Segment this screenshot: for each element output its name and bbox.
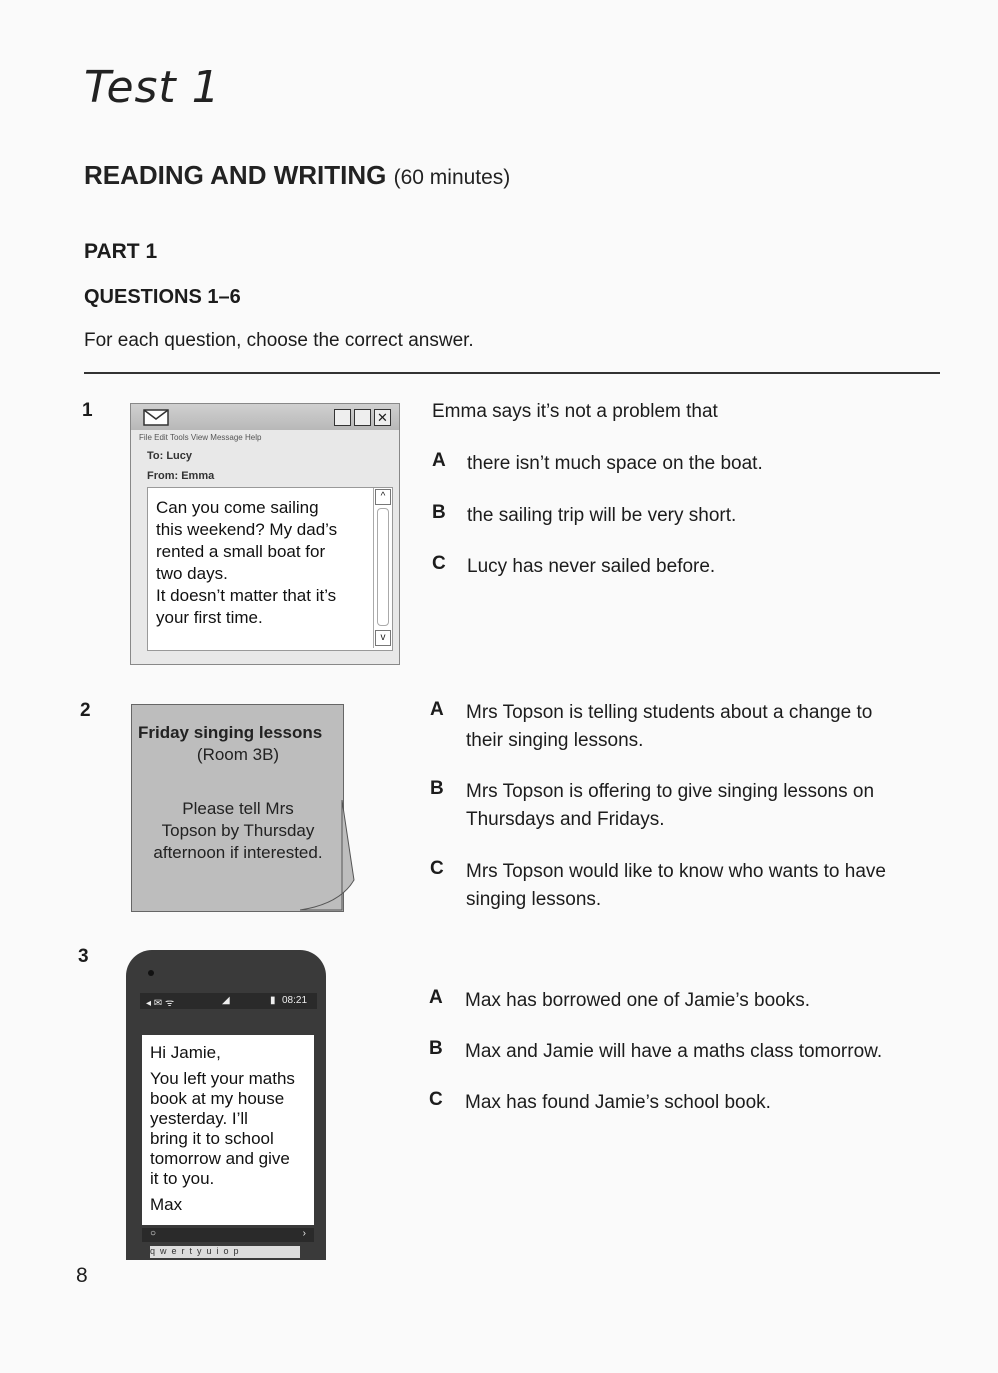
question-number: 1 xyxy=(82,400,93,421)
option-b[interactable] xyxy=(429,1038,882,1066)
test-title: Test 1 xyxy=(84,62,221,113)
phone-keyboard: qwertyuiop xyxy=(150,1246,300,1258)
sms-signature: Max xyxy=(150,1195,183,1214)
email-line: two days. xyxy=(156,564,228,583)
option-letter: B xyxy=(429,1038,443,1059)
option-letter: C xyxy=(430,858,444,879)
option-text: Max has found Jamie’s school book. xyxy=(465,1092,771,1113)
section-name: READING AND WRITING xyxy=(84,160,387,190)
status-time: 08:21 xyxy=(282,995,308,1006)
option-text: Max has borrowed one of Jamie’s books. xyxy=(465,990,810,1011)
option-text xyxy=(466,858,886,914)
option-a[interactable] xyxy=(430,699,872,755)
option-letter: A xyxy=(430,699,444,720)
section-title xyxy=(84,160,510,191)
option-letter: B xyxy=(432,502,446,523)
option-b[interactable] xyxy=(432,502,736,530)
close-icon: ✕ xyxy=(374,409,391,426)
option-letter: A xyxy=(432,450,446,471)
option-text xyxy=(466,778,874,834)
option-text: there isn’t much space on the boat. xyxy=(467,453,763,474)
questions-range: QUESTIONS 1–6 xyxy=(84,286,241,308)
status-icons: ◂ ✉ ᯤ xyxy=(146,998,175,1009)
option-a[interactable] xyxy=(432,450,763,478)
sms-greeting: Hi Jamie, xyxy=(150,1043,221,1062)
notice-line: afternoon if interested. xyxy=(153,843,323,862)
phone-input-bar xyxy=(142,1228,314,1242)
chevron-down-icon: v xyxy=(375,630,391,646)
minimize-icon xyxy=(334,409,351,426)
instruction: For each question, choose the correct answer. xyxy=(84,330,474,351)
emoji-icon: ○ xyxy=(150,1228,157,1239)
email-to: To: Lucy xyxy=(147,450,193,462)
notice-heading: Friday singing lessons xyxy=(138,723,323,742)
sms-line: tomorrow and give xyxy=(150,1149,290,1168)
option-line: Mrs Topson would like to know who wants to have xyxy=(466,861,886,882)
option-text: Max and Jamie will have a maths class tomorrow. xyxy=(465,1041,883,1062)
notice-line: Please tell Mrs xyxy=(182,799,294,818)
notice-spacer xyxy=(138,766,338,798)
option-line: Mrs Topson is telling students about a change to xyxy=(466,702,873,723)
sms-line: You left your maths xyxy=(150,1069,295,1088)
send-icon: › xyxy=(302,1228,306,1239)
sms-message xyxy=(150,1043,315,1215)
option-text: Lucy has never sailed before. xyxy=(467,556,716,577)
battery-icon: ▮ xyxy=(270,995,276,1006)
option-letter: C xyxy=(429,1089,443,1110)
envelope-icon xyxy=(143,409,169,427)
option-line: Thursdays and Fridays. xyxy=(466,809,665,830)
part-title: PART 1 xyxy=(84,240,158,263)
scroll-track xyxy=(377,508,389,626)
option-b[interactable] xyxy=(430,778,874,834)
email-scrollbar xyxy=(373,488,391,648)
page-number: 8 xyxy=(76,1264,88,1287)
email-from: From: Emma xyxy=(147,470,215,482)
question-number: 2 xyxy=(80,700,91,721)
notice-text xyxy=(138,722,338,864)
sms-line: yesterday. I’ll xyxy=(150,1109,248,1128)
question-number: 3 xyxy=(78,946,89,967)
option-letter: A xyxy=(429,987,443,1008)
option-text xyxy=(466,699,872,755)
option-a[interactable] xyxy=(429,987,810,1015)
section-duration: (60 minutes) xyxy=(393,166,511,189)
email-titlebar xyxy=(131,404,399,430)
email-line: rented a small boat for xyxy=(156,542,326,561)
email-line: Can you come sailing xyxy=(156,498,319,517)
question-stem: Emma says it’s not a problem that xyxy=(432,401,718,422)
email-message xyxy=(156,497,361,629)
divider xyxy=(84,372,940,374)
option-c[interactable] xyxy=(432,553,715,581)
phone-status-bar xyxy=(140,993,317,1009)
option-c[interactable] xyxy=(430,858,886,914)
option-line: their singing lessons. xyxy=(466,730,644,751)
email-line: this weekend? My dad’s xyxy=(156,520,338,539)
sms-line: bring it to school xyxy=(150,1129,274,1148)
option-text: the sailing trip will be very short. xyxy=(467,505,737,526)
option-letter: B xyxy=(430,778,444,799)
email-line: It doesn’t matter that it’s xyxy=(156,586,337,605)
option-line: singing lessons. xyxy=(466,889,602,910)
notice-room: (Room 3B) xyxy=(196,745,280,764)
sms-line: book at my house xyxy=(150,1089,285,1108)
email-menubar: File Edit Tools View Message Help xyxy=(139,433,262,442)
option-line: Mrs Topson is offering to give singing lessons on xyxy=(466,781,875,802)
chevron-up-icon: ^ xyxy=(375,489,391,505)
maximize-icon xyxy=(354,409,371,426)
option-letter: C xyxy=(432,553,446,574)
sms-line: it to you. xyxy=(150,1169,215,1188)
option-c[interactable] xyxy=(429,1089,771,1117)
email-line: your first time. xyxy=(156,608,263,627)
camera-icon xyxy=(148,970,154,976)
signal-icon: ◢ xyxy=(222,995,230,1006)
notice-line: Topson by Thursday xyxy=(161,821,315,840)
